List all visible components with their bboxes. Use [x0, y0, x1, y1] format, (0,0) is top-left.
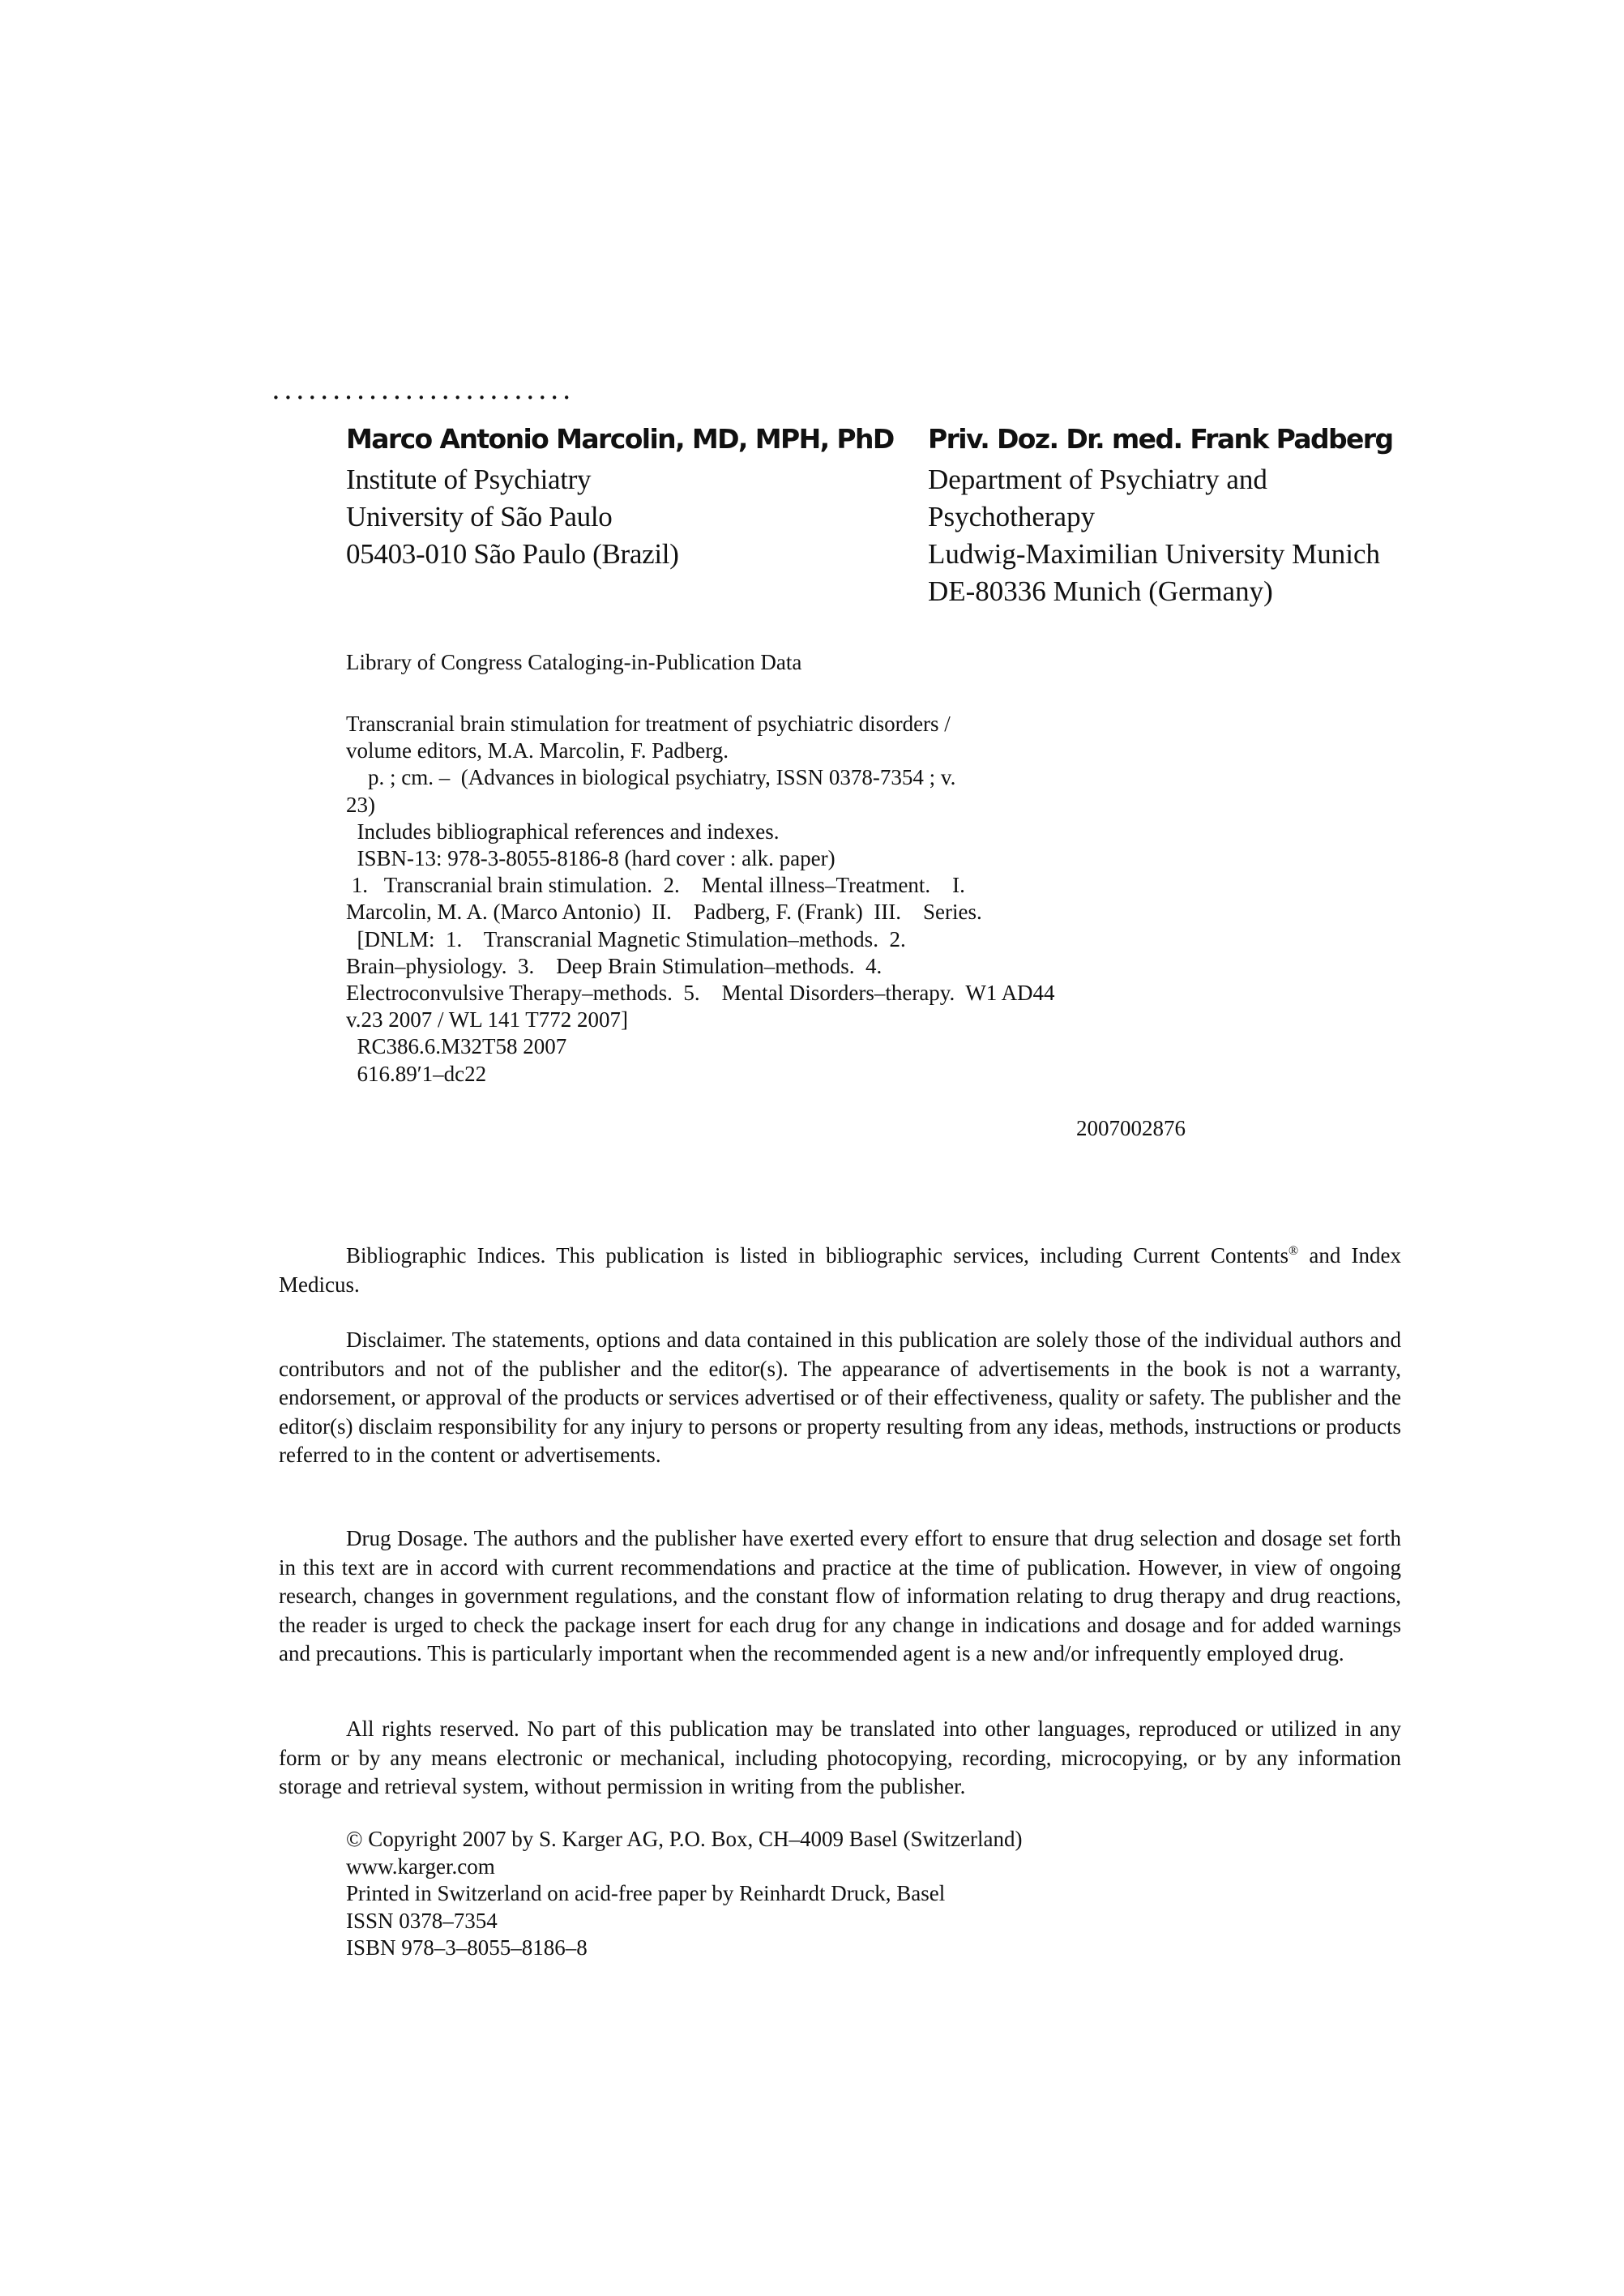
editor-address-line: Psychotherapy — [928, 501, 1096, 532]
editor-block-marcolin — [346, 417, 913, 573]
cip-line: [DNLM: 1. Transcranial Magnetic Stimulation–methods. 2. — [346, 926, 906, 951]
bibliographic-indices-paragraph — [279, 1242, 1401, 1299]
editor-address-line: 05403-010 São Paulo (Brazil) — [346, 538, 679, 570]
decorative-dot-rule: ••••••••••••••••••••••••• — [272, 391, 575, 405]
cip-line: ISBN-13: 978-3-8055-8186-8 (hard cover : alk. paper) — [346, 846, 836, 871]
paragraph-text: and Index Medicus. — [279, 1243, 1401, 1297]
paragraph-text: Bibliographic Indices. This publication is listed in bibliographic services, including Current Contents — [346, 1243, 1289, 1268]
cip-line: p. ; cm. – (Advances in biological psychiatry, ISSN 0378-7354 ; v. — [346, 765, 956, 790]
cip-line: volume editors, M.A. Marcolin, F. Padberg. — [346, 738, 729, 763]
publisher-website: www.karger.com — [346, 1853, 495, 1879]
isbn-line: ISBN 978–3–8055–8186–8 — [346, 1935, 588, 1960]
editor-address-line: Institute of Psychiatry — [346, 464, 592, 495]
copyright-line: © Copyright 2007 by S. Karger AG, P.O. Box, CH–4009 Basel (Switzerland) — [346, 1827, 1023, 1851]
cip-record — [346, 711, 1197, 1088]
editor-address-line: University of São Paulo — [346, 501, 613, 532]
cip-line: v.23 2007 / WL 141 T772 2007] — [346, 1007, 628, 1033]
cip-line: Brain–physiology. 3. Deep Brain Stimulation–methods. 4. — [346, 953, 883, 978]
issn-line: ISSN 0378–7354 — [346, 1908, 498, 1933]
printer-line: Printed in Switzerland on acid-free paper by Reinhardt Druck, Basel — [346, 1881, 946, 1905]
cip-heading: Library of Congress Cataloging-in-Publication Data — [346, 650, 802, 674]
lccn-number: 2007002876 — [1076, 1116, 1186, 1140]
cip-line: 1. Transcranial brain stimulation. 2. Mental illness–Treatment. I. — [346, 873, 965, 898]
editor-address-line: Department of Psychiatry and — [928, 464, 1267, 495]
editor-block-padberg — [928, 417, 1544, 610]
editor-name: Priv. Doz. Dr. med. Frank Padberg — [928, 423, 1393, 455]
cip-line: Electroconvulsive Therapy–methods. 5. Mental Disorders–therapy. W1 AD44 — [346, 981, 1055, 1006]
registered-mark: ® — [1288, 1244, 1299, 1258]
cip-line: 23) — [346, 792, 375, 817]
disclaimer-paragraph: Disclaimer. The statements, options and data contained in this publication are solely those of the individual authors and contributors and not of the publisher and the editor(s). The appearance of advertisements in the book is not a warranty, endorsement, or approval of the products or services advertised or of their effectiveness, quality or safety. The publisher and the editor(s) disclaim responsibility for any injury to persons or property resulting from any ideas, methods, instructions or products referred to in the content or advertisements. — [279, 1328, 1402, 1467]
cip-line: Transcranial brain stimulation for treatment of psychiatric disorders / — [346, 712, 951, 736]
editor-name: Marco Antonio Marcolin, MD, MPH, PhD — [346, 423, 894, 455]
editor-address-line: DE-80336 Munich (Germany) — [928, 575, 1273, 607]
copyright-block — [346, 1826, 1022, 1962]
cip-line: 616.89′1–dc22 — [346, 1061, 487, 1086]
cip-line: Includes bibliographical references and indexes. — [346, 819, 780, 844]
cip-line: RC386.6.M32T58 2007 — [346, 1034, 567, 1059]
drug-dosage-paragraph: Drug Dosage. The authors and the publisher have exerted every effort to ensure that drug selection and dosage set forth in this text are in accord with current recommendations and practice at the time of publication. However, in view of ongoing research, changes in government regulations, and the constant flow of information relating to drug therapy and drug reactions, the reader is urged to check the package insert for each drug for any change in indications and dosage and for added warnings and precautions. This is particularly important when the recommended agent is a new and/or infrequently employed drug. — [279, 1526, 1401, 1665]
editor-address-line: Ludwig-Maximilian University Munich — [928, 538, 1380, 570]
rights-paragraph: All rights reserved. No part of this publication may be translated into other languages, reproduced or utilized in any form or by any means electronic or mechanical, including photocopying, recording, microcopying, or by any information storage and retrieval system, without permission in writing from the publisher. — [279, 1717, 1401, 1798]
cip-line: Marcolin, M. A. (Marco Antonio) II. Padberg, F. (Frank) III. Series. — [346, 900, 982, 925]
